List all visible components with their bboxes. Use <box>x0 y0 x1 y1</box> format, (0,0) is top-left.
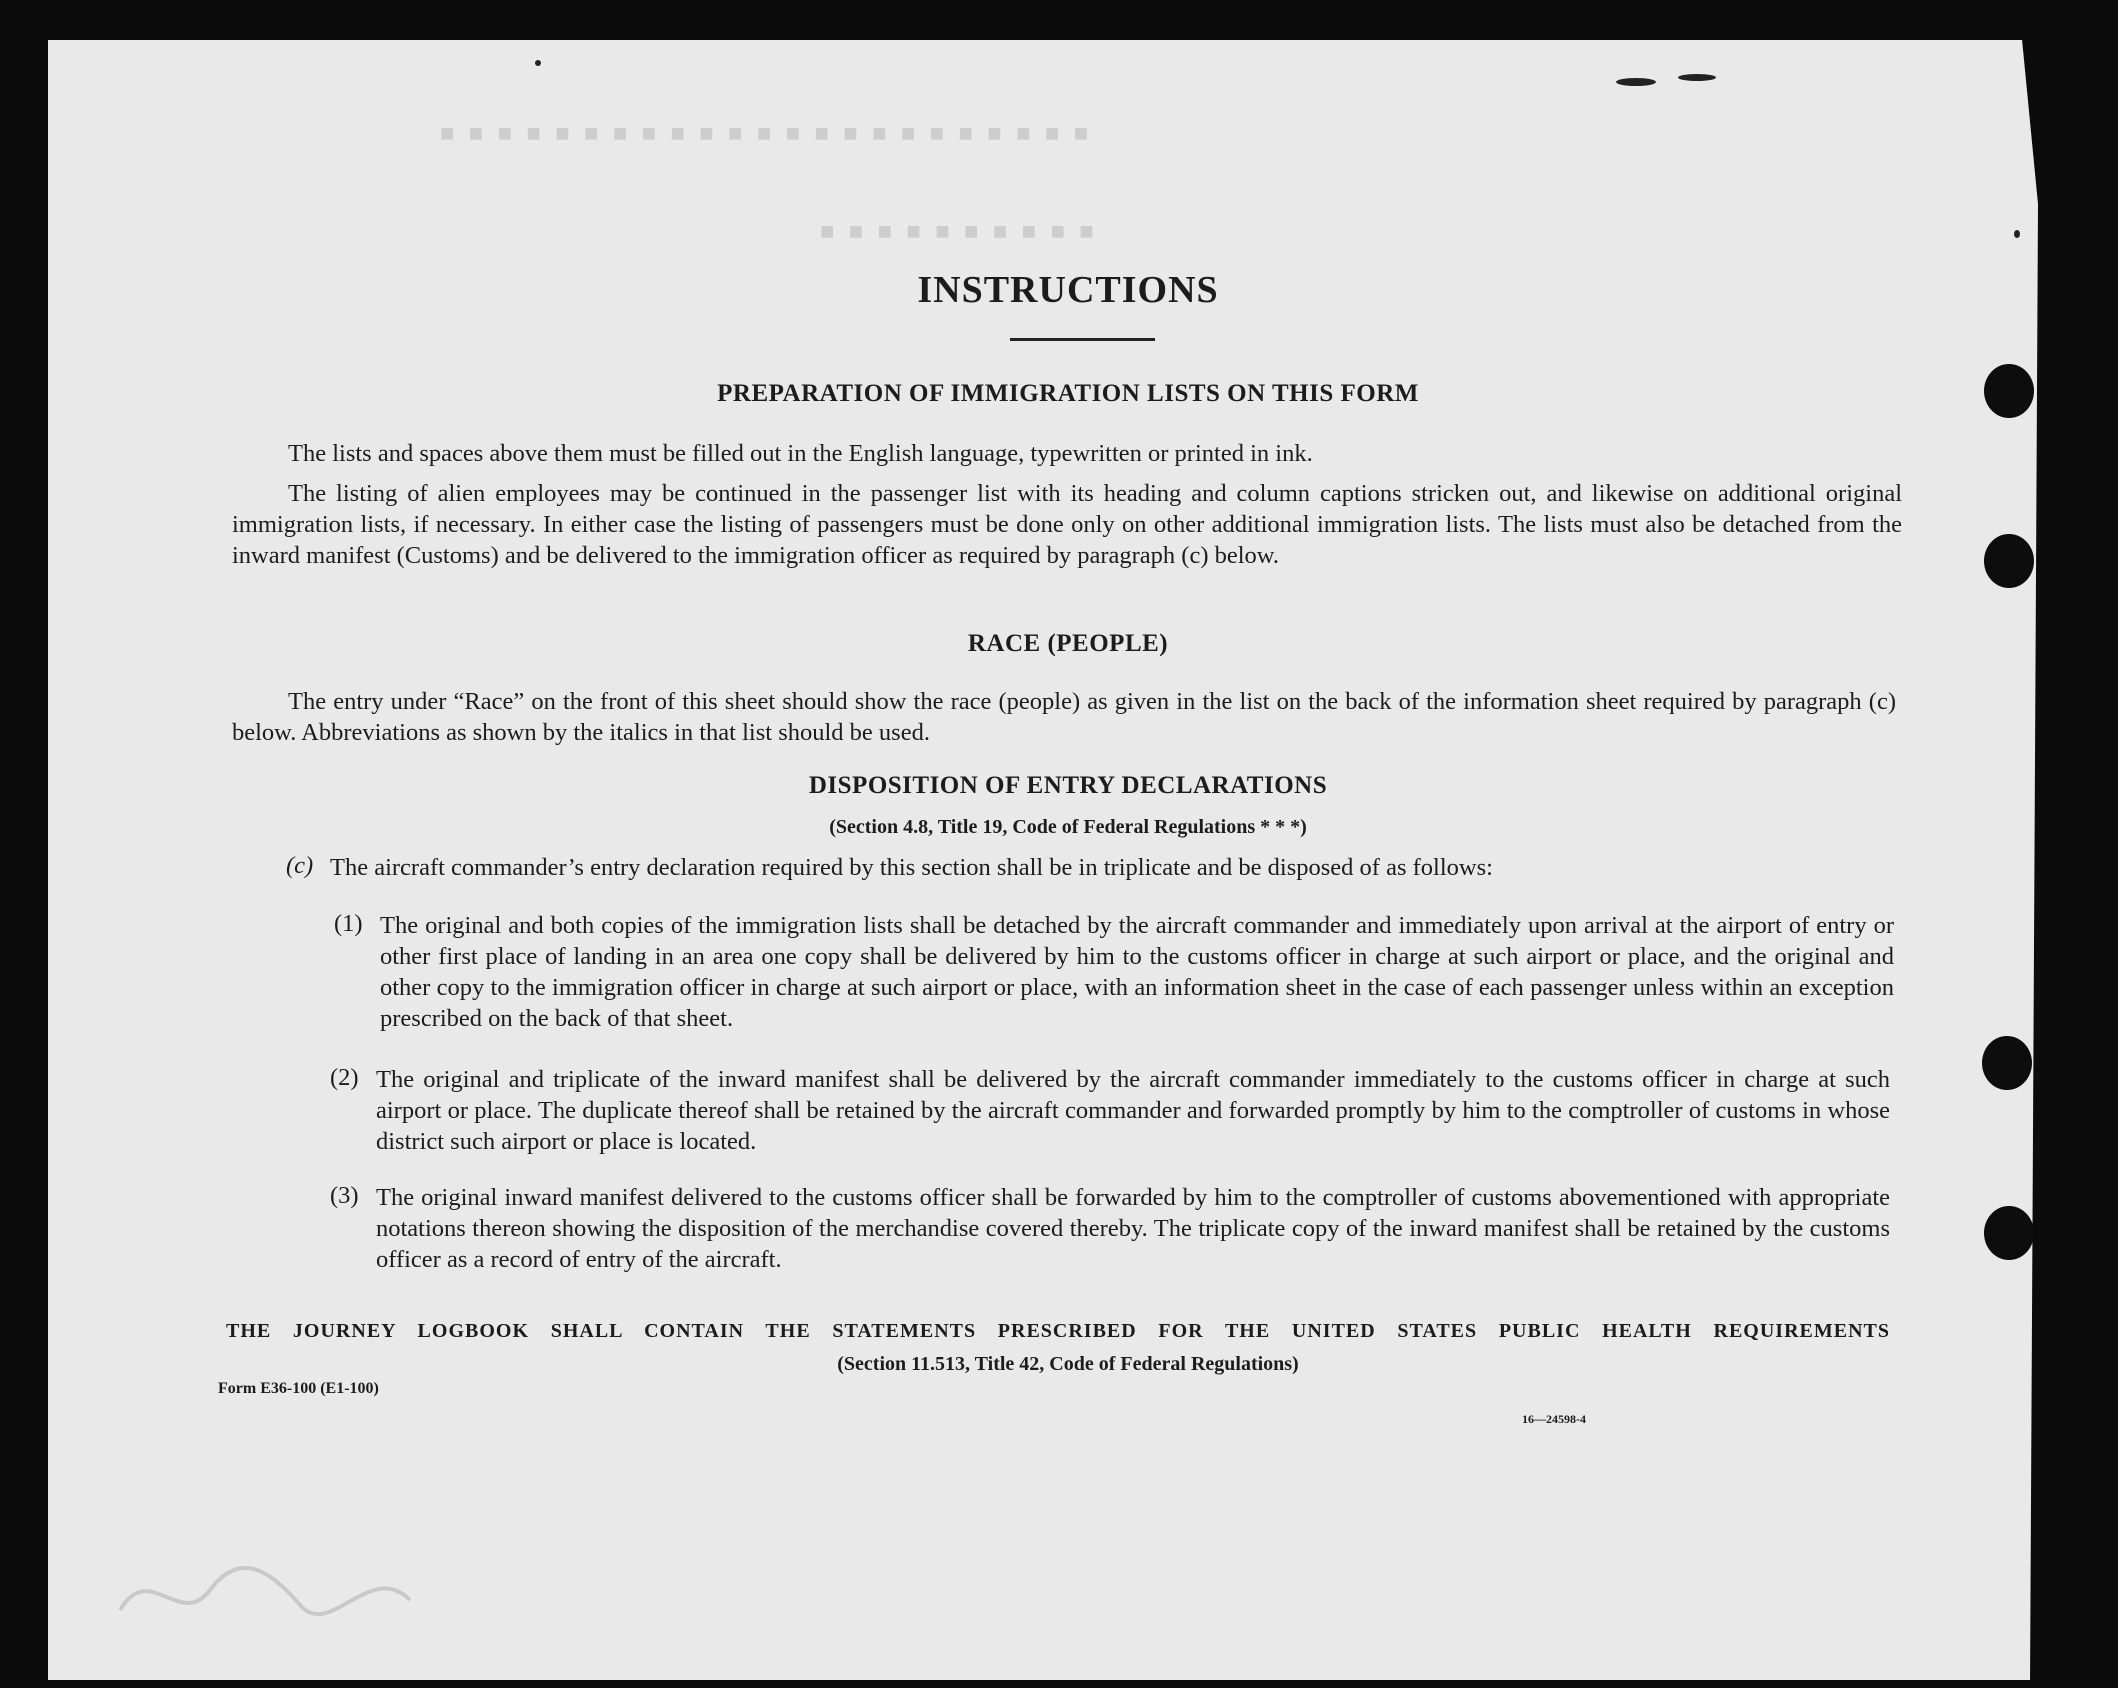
page-title: INSTRUCTIONS <box>917 269 1219 311</box>
paragraph: The lists and spaces above them must be filled out in the English language, typewritten or printed in ink. <box>288 440 1313 467</box>
item-number: (2) <box>330 1064 359 1091</box>
list-item: The original inward manifest delivered to the customs officer shall be forwarded by him to the comptroller of customs abovementioned with appropriate notations thereon showing the disposition of the merchandise covered thereby. The triplicate copy of the inward manifest shall be retained by the customs officer as a record of entry of the aircraft. <box>376 1184 1890 1273</box>
stray-mark <box>1616 78 1656 86</box>
item-number: (3) <box>330 1182 359 1209</box>
disposition-intro: The aircraft commander’s entry declaration required by this section shall be in triplicate and be disposed of as follows: <box>330 854 1493 881</box>
stray-mark <box>1678 74 1716 81</box>
print-code: 16—24598-4 <box>1522 1412 1586 1426</box>
item-number: (1) <box>334 910 363 937</box>
bleed-through-text: ■ ■ ■ ■ ■ ■ ■ ■ ■ ■ ■ ■ ■ ■ ■ ■ ■ ■ ■ ■ ■ ■ ■ <box>440 122 1089 149</box>
title-divider <box>1010 338 1155 341</box>
paragraph: The entry under “Race” on the front of this sheet should show the race (people) as given in the list on the back of the information sheet required by paragraph (c) below. Abbreviations as shown by the italics in that list should be used. <box>232 688 1896 746</box>
bleed-through-text: ■ ■ ■ ■ ■ ■ ■ ■ ■ ■ <box>820 220 1094 247</box>
signature-bleed-mark <box>110 1540 470 1630</box>
section-subheading: (Section 4.8, Title 19, Code of Federal Regulations * * *) <box>829 816 1307 838</box>
footer-statement: THE JOURNEY LOGBOOK SHALL CONTAIN THE STATEMENTS PRESCRIBED FOR THE UNITED STATES PUBLIC HEALTH REQUIREMENTS <box>226 1320 1890 1342</box>
paragraph: The listing of alien employees may be continued in the passenger list with its heading and column captions stricken out, and likewise on additional original immigration lists, if necessary. In either case the listing of passengers must be done only on other additional immigration lists. The lists must also be detached from the inward manifest (Customs) and be delivered to the immigration officer as required by paragraph (c) below. <box>232 480 1902 569</box>
stray-mark <box>535 60 541 66</box>
binder-hole <box>1984 534 2034 588</box>
section-heading-disposition: DISPOSITION OF ENTRY DECLARATIONS <box>808 772 1328 799</box>
stray-mark <box>2014 230 2020 238</box>
section-heading-preparation: PREPARATION OF IMMIGRATION LISTS ON THIS FORM <box>717 380 1419 407</box>
section-heading-race: RACE (PEOPLE) <box>967 630 1169 657</box>
binder-hole <box>1982 1036 2032 1090</box>
footer-reference: (Section 11.513, Title 42, Code of Federal Regulations) <box>837 1353 1299 1375</box>
binder-hole <box>1984 1206 2034 1260</box>
intro-label: (c) <box>286 852 314 879</box>
form-number: Form E36-100 (E1-100) <box>218 1380 379 1397</box>
list-item: The original and both copies of the immigration lists shall be detached by the aircraft commander and immediately upon arrival at the airport of entry or other first place of landing in an area one copy shall be delivered by him to the customs officer in charge at such airport or place, and the original and other copy to the immigration officer in charge at such airport or place, with an information sheet in the case of each passenger unless within an exception prescribed on the back of that sheet. <box>380 912 1894 1032</box>
list-item: The original and triplicate of the inward manifest shall be delivered by the aircraft commander immediately to the customs officer in charge at such airport or place. The duplicate thereof shall be retained by the aircraft commander and forwarded promptly by him to the comptroller of customs in whose district such airport or place is located. <box>376 1066 1890 1155</box>
